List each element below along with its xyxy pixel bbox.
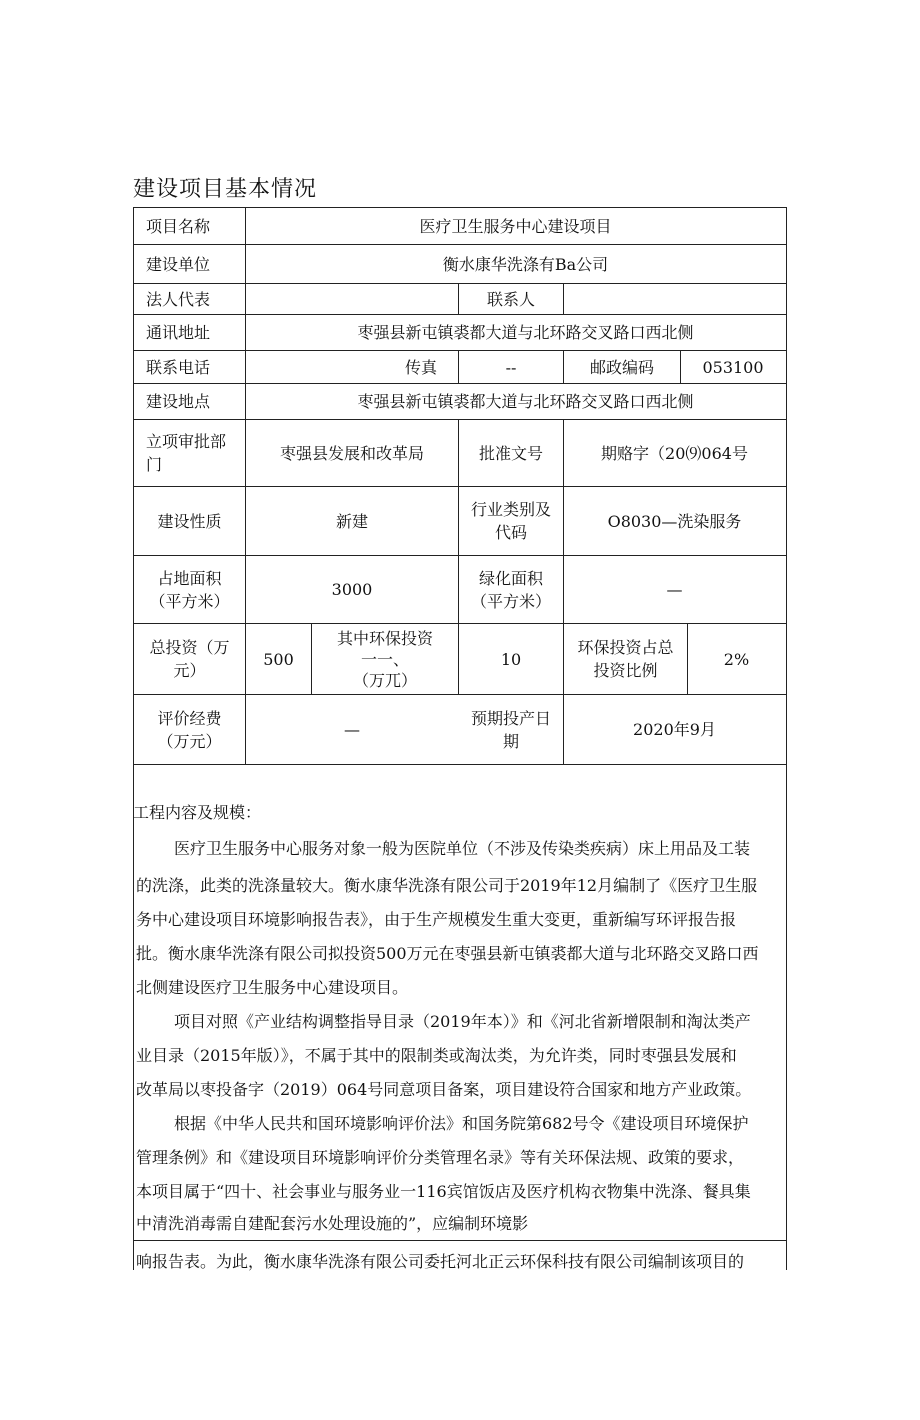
- production-value: 2020年9月: [633, 720, 716, 739]
- site-label: 建设地点: [146, 392, 211, 411]
- project-name-label: 项目名称: [146, 216, 211, 236]
- industry-value: O8030—洗染服务: [607, 511, 742, 531]
- contact-label: 联系人: [486, 289, 535, 309]
- section-title: 建设项目基本情况: [133, 177, 318, 202]
- industry-label-line2: 代码: [494, 523, 527, 542]
- eval-fee-label-line2: （万元）: [157, 731, 222, 751]
- approval-dept-label-line1: 立项审批部: [146, 432, 227, 451]
- industry-label: [459, 487, 563, 555]
- env-invest-label: [312, 624, 458, 694]
- industry-label-line1: 行业类别及: [470, 500, 551, 519]
- paragraph-line: 北侧建设医疗卫生服务中心建设项目。: [136, 978, 409, 997]
- area-label-line1: 占地面积: [157, 568, 222, 588]
- phone-label: 联系电话: [146, 357, 211, 377]
- approval-dept-label-line2: 门: [146, 455, 163, 474]
- nature-value: 新建: [335, 511, 368, 531]
- postcode-label: 邮政编码: [589, 357, 654, 377]
- paragraph-line: 批。衡水康华洗涤有限公司拟投资500万元在枣强县新屯镇裘都大道与北环路交叉路口西: [136, 944, 759, 963]
- construction-unit-label: 建设单位: [146, 254, 211, 274]
- production-label-line2: 期: [503, 731, 520, 751]
- address-label: 通讯地址: [146, 323, 211, 342]
- content-heading: 工程内容及规模：: [133, 803, 262, 822]
- env-invest-label-line1: 其中环保投资: [336, 628, 433, 648]
- invest-label-line1: 总投资（万: [149, 638, 230, 657]
- fax-value: --: [505, 357, 517, 377]
- invest-value: 500: [263, 649, 294, 669]
- env-ratio-label-line1: 环保投资占总: [577, 638, 674, 657]
- green-label-line2: （平方米）: [470, 591, 551, 611]
- paragraph-line: 根据《中华人民共和国环境影响评价法》和国务院第682号令《建设项目环境保护: [174, 1114, 749, 1133]
- paragraph-line: 的洗涤，此类的洗涤量较大。衡水康华洗涤有限公司于2019年12月编制了《医疗卫生服: [136, 876, 758, 895]
- postcode-value: 053100: [702, 357, 764, 377]
- green-label: [459, 556, 563, 623]
- paragraph-line: 业目录（2015年版）》，不属于其中的限制类或淘汰类，为允许类，同时枣强县发展和: [136, 1046, 737, 1065]
- env-ratio-label-line2: 投资比例: [593, 661, 658, 680]
- production-label: [459, 695, 563, 764]
- production-label-line1: 预期投产日: [470, 708, 551, 728]
- legal-rep-value: [246, 284, 458, 314]
- paragraph-line: 务中心建设项目环境影响报告表》，由于生产规模发生重大变更，重新编写环评报告报: [136, 910, 737, 929]
- paragraph-line: 改革局以枣投备字（2019）064号同意项目备案，项目建设符合国家和地方产业政策。: [136, 1080, 752, 1099]
- env-invest-label-line2: 一一、: [360, 649, 409, 669]
- env-invest-value: 10: [500, 649, 522, 669]
- project-name-value: 医疗卫生服务中心建设项目: [419, 216, 612, 236]
- paragraph-line: 中清洗消毒需自建配套污水处理设施的”，应编制环境影: [136, 1214, 529, 1233]
- content-paragraph-4: 响报告表。为此，衡水康华洗涤有限公司委托河北正云环保科技有限公司编制该项目的: [136, 1252, 745, 1271]
- approval-no-label: 批准文号: [478, 443, 543, 463]
- env-invest-label-line3: （万兀）: [352, 670, 417, 690]
- approval-dept-label: [134, 420, 257, 486]
- site-value: 枣强县新屯镇裘都大道与北环路交叉路口西北侧: [357, 392, 694, 411]
- legal-rep-label: 法人代表: [146, 289, 211, 309]
- table-rule: [133, 764, 787, 765]
- green-label-line1: 绿化面积: [478, 568, 543, 588]
- fax-label: 传真: [404, 357, 437, 377]
- area-label: [134, 556, 245, 623]
- phone-value: [246, 351, 396, 383]
- invest-label-line2: 元）: [173, 661, 206, 680]
- paragraph-line: 项目对照《产业结构调整指导目录（2019年本）》和《河北省新增限制和淘汰类产: [174, 1012, 751, 1031]
- invest-label: [134, 624, 245, 694]
- contact-value: [564, 284, 785, 314]
- table-rule: [133, 1240, 787, 1241]
- env-ratio-label: [564, 624, 687, 694]
- green-value: —: [666, 580, 683, 599]
- area-value: 3000: [331, 580, 373, 599]
- approval-dept-value: 枣强县发展和改革局: [279, 443, 424, 463]
- eval-fee-value: —: [344, 720, 360, 739]
- env-ratio-value: 2%: [723, 649, 750, 669]
- paragraph-line: 医疗卫生服务中心服务对象一般为医院单位（不涉及传染类疾病）床上用品及工装: [174, 839, 751, 858]
- paragraph-line: 管理条例》和《建设项目环境影响评价分类管理名录》等有关环保法规、政策的要求，: [136, 1148, 745, 1167]
- address-value: 枣强县新屯镇裘都大道与北环路交叉路口西北侧: [357, 323, 694, 342]
- paragraph-line: 本项目属于“四十、社会事业与服务业一116宾馆饭店及医疗机构衣物集中洗涤、餐具集: [136, 1182, 751, 1201]
- area-label-line2: （平方米）: [149, 591, 230, 611]
- approval-no-value: 期赂字（20⑼064号: [601, 443, 748, 463]
- eval-fee-label: [134, 695, 245, 764]
- eval-fee-label-line1: 评价经费: [157, 708, 222, 728]
- nature-label: 建设性质: [157, 511, 222, 531]
- construction-unit-value: 衡水康华洗涤有Ba公司: [442, 254, 609, 274]
